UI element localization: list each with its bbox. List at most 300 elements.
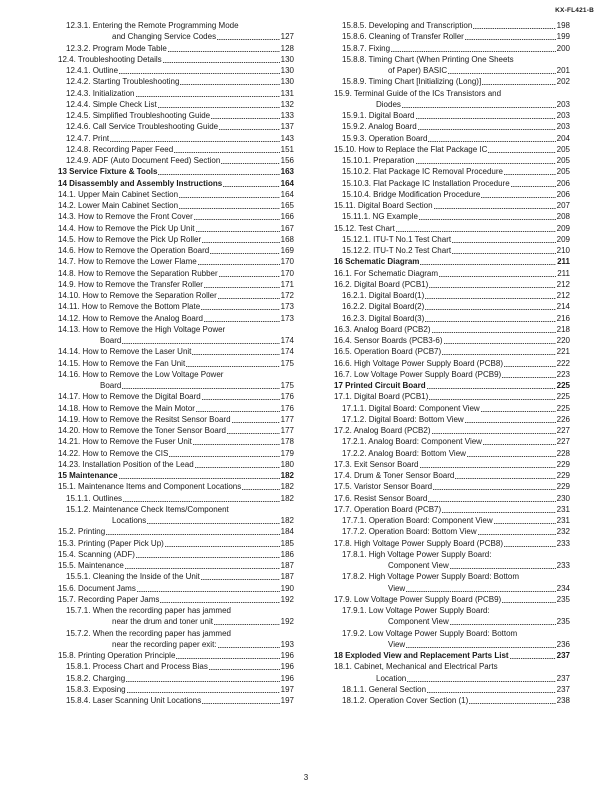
toc-entry-title: 17.8. High Voltage Power Supply Board (PCB8): [334, 538, 503, 548]
toc-entry[interactable]: [334, 560, 570, 571]
toc-entry[interactable]: [334, 616, 570, 627]
toc-entry[interactable]: [334, 324, 570, 335]
toc-entry-title: 18.1. Cabinet, Mechanical and Electrical Parts: [334, 662, 498, 672]
toc-entry[interactable]: [58, 335, 294, 346]
toc-entry-page: 164: [280, 189, 294, 199]
toc-entry-page: 176: [280, 392, 294, 402]
toc-entry[interactable]: [334, 245, 570, 256]
toc-chapter-entry[interactable]: [58, 470, 294, 481]
toc-entry-title: 15.12.1. ITU-T No.1 Test Chart: [342, 234, 452, 244]
dot-leader: [428, 493, 555, 504]
toc-entry[interactable]: [334, 43, 570, 54]
toc-entry[interactable]: [334, 369, 570, 380]
dot-leader: [483, 436, 556, 447]
toc-entry[interactable]: [58, 616, 294, 627]
toc-entry-title: 17.8.2. High Voltage Power Supply Board: Bottom: [342, 572, 519, 582]
toc-entry-title: 14 Disassembly and Assembly Instructions: [58, 178, 223, 188]
toc-entry[interactable]: [334, 121, 570, 132]
toc-entry-title: 14.22. How to Remove the CIS: [58, 448, 169, 458]
toc-entry-title: 13 Service Fixture & Tools: [58, 167, 158, 177]
toc-entry-page: 202: [556, 77, 570, 87]
dot-leader: [201, 571, 280, 582]
dot-leader: [429, 391, 555, 402]
dot-leader: [147, 515, 279, 526]
toc-entry-page: 151: [280, 144, 294, 154]
toc-entry-page: 210: [556, 246, 570, 255]
toc-entry[interactable]: [334, 155, 570, 166]
dot-leader: [465, 414, 556, 425]
dot-leader: [202, 695, 279, 706]
dot-leader: [469, 695, 555, 706]
toc-entry-title: 18.1.2. Operation Cover Section (1): [342, 696, 469, 705]
toc-entry-page: 206: [556, 178, 570, 188]
toc-entry[interactable]: [334, 583, 570, 594]
toc-entry[interactable]: [58, 211, 294, 222]
toc-entry-page: 229: [556, 471, 570, 480]
toc-entry[interactable]: [58, 695, 294, 706]
toc-entry[interactable]: [58, 133, 294, 144]
toc-entry[interactable]: [58, 279, 294, 290]
toc-entry[interactable]: [334, 335, 570, 346]
toc-entry-title: 14.5. How to Remove the Pick Up Roller: [58, 234, 202, 244]
toc-entry-title: Component View: [388, 561, 449, 570]
toc-entry-title: 17.6. Resist Sensor Board: [334, 493, 428, 503]
toc-entry[interactable]: [334, 301, 570, 312]
dot-leader: [119, 65, 280, 76]
toc-entry-page: 178: [280, 437, 294, 447]
dot-leader: [488, 144, 555, 155]
toc-chapter-entry[interactable]: [58, 166, 294, 177]
toc-entry[interactable]: [334, 234, 570, 245]
toc-entry[interactable]: [334, 605, 570, 616]
toc-entry[interactable]: [58, 256, 294, 267]
dot-leader: [406, 639, 555, 650]
toc-entry[interactable]: [58, 391, 294, 402]
toc-entry[interactable]: [58, 234, 294, 245]
toc-entry[interactable]: [334, 459, 570, 470]
toc-entry-title: 17.4. Drum & Toner Sensor Board: [334, 471, 455, 480]
dot-leader: [158, 166, 279, 177]
toc-entry-title: of Paper) BASIC: [388, 66, 448, 75]
toc-entry-title: 12.4.5. Simplified Troubleshooting Guide: [66, 111, 211, 120]
toc-entry[interactable]: [58, 346, 294, 357]
toc-entry[interactable]: [334, 425, 570, 436]
toc-entry-title: 14.10. How to Remove the Separation Roller: [58, 291, 217, 300]
toc-entry[interactable]: [334, 504, 570, 515]
toc-entry-page: 206: [556, 189, 570, 199]
dot-leader: [232, 414, 280, 425]
dot-leader: [176, 650, 279, 661]
toc-entry-title: 15.4. Scanning (ADF): [58, 549, 135, 559]
toc-entry-title: 16.2.3. Digital Board(3): [342, 313, 425, 323]
toc-entry[interactable]: [58, 290, 294, 301]
toc-entry[interactable]: [58, 403, 294, 414]
dot-leader: [217, 31, 280, 42]
toc-entry[interactable]: [58, 549, 294, 560]
toc-entry-page: 128: [280, 43, 294, 53]
toc-entry-title: 12.4.8. Recording Paper Feed: [66, 144, 174, 154]
toc-entry-page: 182: [280, 471, 294, 480]
dot-leader: [391, 43, 556, 54]
toc-entry[interactable]: [58, 448, 294, 459]
toc-entry-page: 208: [556, 212, 570, 222]
toc-entry-page: 235: [556, 594, 570, 604]
toc-entry-title: 15.6. Document Jams: [58, 583, 136, 593]
toc-entry-title: 15.1. Maintenance Items and Component Locations: [58, 482, 242, 492]
toc-entry[interactable]: [58, 515, 294, 526]
toc-entry[interactable]: [58, 110, 294, 121]
toc-entry-page: 176: [280, 403, 294, 413]
toc-right-column: [334, 20, 570, 706]
toc-entry[interactable]: [334, 403, 570, 414]
dot-leader: [179, 189, 280, 200]
toc-entry[interactable]: [58, 673, 294, 684]
toc-entry[interactable]: [334, 639, 570, 650]
toc-entry[interactable]: [58, 65, 294, 76]
toc-entry[interactable]: [58, 650, 294, 661]
toc-entry-title: 12.4.3. Initialization: [66, 88, 135, 98]
toc-entry[interactable]: [334, 526, 570, 537]
toc-entry-title: 14.6. How to Remove the Operation Board: [58, 246, 210, 255]
toc-entry-page: 222: [556, 358, 570, 368]
dot-leader: [194, 211, 280, 222]
toc-entry[interactable]: [334, 346, 570, 357]
toc-entry[interactable]: [58, 121, 294, 132]
toc-entry[interactable]: [334, 189, 570, 200]
toc-entry-page: 179: [280, 448, 294, 458]
toc-entry-title: 15.8.3. Exposing: [66, 684, 126, 694]
toc-entry-title: 12.4.9. ADF (Auto Document Feed) Section: [66, 156, 221, 165]
toc-chapter-entry[interactable]: [334, 256, 570, 267]
toc-entry-page: 235: [556, 617, 570, 627]
toc-entry[interactable]: [334, 515, 570, 526]
dot-leader: [416, 110, 556, 121]
toc-entry-page: 170: [280, 257, 294, 267]
toc-entry[interactable]: [58, 628, 294, 639]
dot-leader: [122, 335, 279, 346]
toc-entry[interactable]: [334, 661, 570, 672]
toc-entry-page: 198: [556, 21, 570, 30]
dot-leader: [434, 200, 556, 211]
toc-entry-page: 237: [556, 684, 570, 694]
toc-entry-page: 220: [556, 336, 570, 345]
toc-entry-title: 17.2.2. Analog Board: Bottom View: [342, 448, 466, 458]
toc-entry-page: 196: [280, 673, 294, 683]
toc-entry-page: 225: [556, 392, 570, 402]
toc-entry-title: 17.9.2. Low Voltage Power Supply Board: Bottom: [342, 628, 518, 638]
toc-entry-title: 16.1. For Schematic Diagram: [334, 268, 439, 278]
toc-chapter-entry[interactable]: [58, 178, 294, 189]
toc-entry-title: 18.1.1. General Section: [342, 684, 427, 694]
toc-entry[interactable]: [334, 436, 570, 447]
dot-leader: [418, 121, 556, 132]
toc-entry-title: 17.3. Exit Sensor Board: [334, 459, 419, 469]
toc-entry[interactable]: [334, 493, 570, 504]
toc-entry[interactable]: [58, 425, 294, 436]
toc-entry-page: 196: [280, 651, 294, 660]
toc-entry[interactable]: [334, 144, 570, 155]
toc-entry[interactable]: [334, 684, 570, 695]
toc-entry-title: View: [388, 639, 406, 649]
toc-entry-page: 192: [280, 617, 294, 627]
toc-entry-title: 15.10.2. Flat Package IC Removal Procedure: [342, 167, 503, 177]
toc-entry-page: 212: [556, 279, 570, 289]
toc-entry[interactable]: [334, 358, 570, 369]
toc-entry-title: 15.8.4. Laser Scanning Unit Locations: [66, 696, 202, 705]
toc-entry[interactable]: [334, 178, 570, 189]
toc-entry-title: Board: [100, 381, 122, 390]
toc-entry-page: 196: [280, 662, 294, 672]
toc-entry-page: 203: [556, 111, 570, 120]
toc-entry-title: near the recording paper exit:: [112, 639, 217, 649]
toc-entry[interactable]: [334, 481, 570, 492]
dot-leader: [119, 470, 280, 481]
toc-entry[interactable]: [334, 571, 570, 582]
toc-entry-page: 234: [556, 583, 570, 593]
toc-entry[interactable]: [58, 155, 294, 166]
toc-entry-title: 17.5. Varistor Sensor Board: [334, 482, 433, 492]
toc-entry[interactable]: [334, 200, 570, 211]
toc-entry[interactable]: [58, 31, 294, 42]
toc-entry[interactable]: [58, 189, 294, 200]
toc-entry-title: 15.12.2. ITU-T No.2 Test Chart: [342, 246, 452, 255]
toc-entry-title: 15.10.4. Bridge Modification Procedure: [342, 189, 481, 199]
toc-entry[interactable]: [58, 54, 294, 65]
dot-leader: [419, 211, 556, 222]
toc-entry-title: 15.8.2. Charging: [66, 673, 126, 683]
toc-entry[interactable]: [58, 324, 294, 335]
toc-entry-page: 177: [280, 414, 294, 424]
model-number: KX-FL421-B: [555, 7, 594, 14]
dot-leader: [510, 650, 556, 661]
toc-entry-title: 14.8. How to Remove the Separation Rubber: [58, 268, 218, 278]
toc-entry[interactable]: [58, 313, 294, 324]
toc-entry-page: 163: [280, 167, 294, 177]
toc-entry-page: 237: [556, 651, 570, 660]
toc-entry-title: Diodes: [376, 99, 401, 109]
toc-entry-title: 15.8.5. Developing and Transcription: [342, 21, 473, 30]
toc-entry[interactable]: [58, 88, 294, 99]
toc-entry[interactable]: [58, 661, 294, 672]
dot-leader: [180, 76, 279, 87]
toc-entry-page: 186: [280, 549, 294, 559]
toc-entry[interactable]: [58, 380, 294, 391]
toc-entry-page: 130: [280, 66, 294, 75]
toc-entry[interactable]: [334, 268, 570, 279]
toc-entry-title: 14.11. How to Remove the Bottom Plate: [58, 302, 201, 312]
toc-entry-page: 212: [556, 291, 570, 300]
toc-entry[interactable]: [334, 133, 570, 144]
toc-entry-title: 15.8.9. Timing Chart [Initializing (Long)]: [342, 77, 482, 87]
toc-entry-title: 17.7.1. Operation Board: Component View: [342, 516, 493, 525]
toc-entry-page: 177: [280, 426, 294, 435]
toc-entry[interactable]: [58, 301, 294, 312]
toc-entry[interactable]: [334, 538, 570, 549]
toc-entry[interactable]: [58, 684, 294, 695]
toc-entry[interactable]: [58, 245, 294, 256]
toc-entry-title: 12.4.2. Starting Troubleshooting: [66, 77, 180, 87]
toc-entry-page: 174: [280, 347, 294, 357]
toc-entry[interactable]: [58, 583, 294, 594]
toc-entry-page: 130: [280, 77, 294, 87]
toc-entry[interactable]: [58, 571, 294, 582]
toc-entry-title: 17.9.1. Low Voltage Power Supply Board:: [342, 606, 490, 615]
toc-entry-page: 174: [280, 336, 294, 345]
toc-entry[interactable]: [334, 223, 570, 234]
toc-entry[interactable]: [58, 605, 294, 616]
toc-entry-title: 16 Schematic Diagram: [334, 257, 420, 267]
toc-entry-page: 226: [556, 414, 570, 424]
toc-entry-page: 228: [556, 448, 570, 458]
dot-leader: [402, 99, 556, 110]
toc-entry-page: 211: [557, 257, 570, 267]
toc-entry[interactable]: [58, 639, 294, 650]
toc-entry[interactable]: [58, 369, 294, 380]
toc-entry-page: 190: [280, 583, 294, 593]
toc-entry-page: 221: [556, 347, 570, 357]
toc-entry[interactable]: [334, 448, 570, 459]
dot-leader: [420, 459, 556, 470]
dot-leader: [202, 391, 280, 402]
toc-entry-title: Location: [376, 673, 407, 683]
toc-entry[interactable]: [334, 31, 570, 42]
toc-entry[interactable]: [58, 200, 294, 211]
toc-entry-title: 15.8.6. Cleaning of Transfer Roller: [342, 32, 464, 42]
toc-entry-page: 175: [280, 381, 294, 390]
dot-leader: [504, 358, 556, 369]
dot-leader: [427, 380, 556, 391]
toc-entry[interactable]: [334, 99, 570, 110]
toc-entry[interactable]: [58, 43, 294, 54]
dot-leader: [427, 684, 556, 695]
dot-leader: [481, 403, 556, 414]
toc-entry-title: 14.2. Lower Main Cabinet Section: [58, 201, 179, 210]
toc-entry-page: 203: [556, 122, 570, 132]
toc-entry[interactable]: [334, 20, 570, 31]
toc-entry[interactable]: [334, 279, 570, 290]
dot-leader: [211, 110, 280, 121]
toc-entry-page: 233: [556, 538, 570, 548]
toc-entry-title: 15.9. Terminal Guide of the ICs Transistors and: [334, 88, 502, 98]
toc-entry-page: 214: [556, 302, 570, 312]
toc-entry-title: near the drum and toner unit: [112, 617, 213, 627]
toc-entry[interactable]: [58, 504, 294, 515]
toc-entry[interactable]: [334, 211, 570, 222]
toc-entry-title: 14.17. How to Remove the Digital Board: [58, 392, 201, 402]
toc-entry-page: 173: [280, 313, 294, 323]
dot-leader: [416, 155, 556, 166]
toc-entry-page: 165: [280, 201, 294, 210]
toc-entry[interactable]: [334, 414, 570, 425]
toc-entry[interactable]: [334, 290, 570, 301]
toc-entry-page: 130: [280, 54, 294, 64]
toc-entry-page: 182: [280, 516, 294, 525]
dot-leader: [407, 673, 555, 684]
toc-entry-title: 17.1.2. Digital Board: Bottom View: [342, 414, 464, 424]
dot-leader: [504, 166, 556, 177]
dot-leader: [420, 256, 556, 267]
toc-entry[interactable]: [334, 549, 570, 560]
toc-entry[interactable]: [334, 88, 570, 99]
toc-entry[interactable]: [334, 313, 570, 324]
toc-entry[interactable]: [58, 76, 294, 87]
toc-entry[interactable]: [334, 110, 570, 121]
toc-entry[interactable]: [58, 20, 294, 31]
toc-entry-title: 16.2.2. Digital Board(2): [342, 302, 425, 312]
toc-entry-title: 15.9.2. Analog Board: [342, 122, 417, 132]
toc-entry[interactable]: [58, 459, 294, 470]
toc-entry-title: 15.5.1. Cleaning the Inside of the Unit: [66, 572, 200, 582]
toc-entry-title: 14.21. How to Remove the Fuser Unit: [58, 437, 192, 447]
toc-chapter-entry[interactable]: [334, 380, 570, 391]
dot-leader: [465, 31, 556, 42]
toc-entry-page: 225: [556, 403, 570, 413]
toc-entry[interactable]: [334, 76, 570, 87]
dot-leader: [504, 538, 556, 549]
toc-entry-title: 15.5. Maintenance: [58, 561, 124, 570]
toc-entry-page: 167: [280, 223, 294, 233]
toc-entry-page: 232: [556, 527, 570, 537]
toc-entry-title: Locations: [112, 516, 147, 525]
toc-entry-title: 14.14. How to Remove the Laser Unit: [58, 347, 192, 357]
toc-entry[interactable]: [58, 594, 294, 605]
toc-entry[interactable]: [334, 54, 570, 65]
dot-leader: [442, 504, 555, 515]
dot-leader: [169, 448, 279, 459]
toc-entry-title: 12.4.6. Call Service Troubleshooting Guide: [66, 122, 219, 132]
toc-entry-page: 223: [556, 369, 570, 379]
dot-leader: [478, 526, 556, 537]
dot-leader: [439, 268, 556, 279]
toc-entry[interactable]: [334, 470, 570, 481]
dot-leader: [450, 616, 556, 627]
dot-leader: [432, 324, 556, 335]
toc-entry[interactable]: [334, 391, 570, 402]
toc-entry[interactable]: [58, 99, 294, 110]
toc-entry[interactable]: [334, 673, 570, 684]
toc-entry[interactable]: [58, 268, 294, 279]
toc-entry[interactable]: [58, 560, 294, 571]
toc-entry-page: 209: [556, 223, 570, 233]
dot-leader: [425, 290, 555, 301]
toc-entry[interactable]: [334, 628, 570, 639]
toc-entry[interactable]: [334, 695, 570, 706]
toc-entry[interactable]: [334, 65, 570, 76]
toc-entry-title: 15 Maintenance: [58, 471, 118, 480]
toc-entry[interactable]: [58, 358, 294, 369]
toc-entry-page: 231: [556, 504, 570, 514]
toc-entry-title: 15.8.7. Fixing: [342, 43, 391, 53]
toc-chapter-entry[interactable]: [334, 650, 570, 661]
toc-entry[interactable]: [334, 166, 570, 177]
toc-entry[interactable]: [58, 538, 294, 549]
toc-entry-page: 209: [556, 234, 570, 244]
toc-entry[interactable]: [58, 481, 294, 492]
toc-entry-page: 173: [280, 302, 294, 312]
toc-entry-page: 201: [556, 66, 570, 75]
toc-entry[interactable]: [58, 526, 294, 537]
toc-entry[interactable]: [58, 414, 294, 425]
toc-entry[interactable]: [58, 144, 294, 155]
toc-entry[interactable]: [58, 493, 294, 504]
toc-entry[interactable]: [334, 594, 570, 605]
toc-entry-title: 15.1.1. Outlines: [66, 493, 123, 503]
dot-leader: [218, 639, 280, 650]
toc-entry[interactable]: [58, 436, 294, 447]
dot-leader: [223, 178, 279, 189]
dot-leader: [193, 436, 280, 447]
toc-entry[interactable]: [58, 223, 294, 234]
